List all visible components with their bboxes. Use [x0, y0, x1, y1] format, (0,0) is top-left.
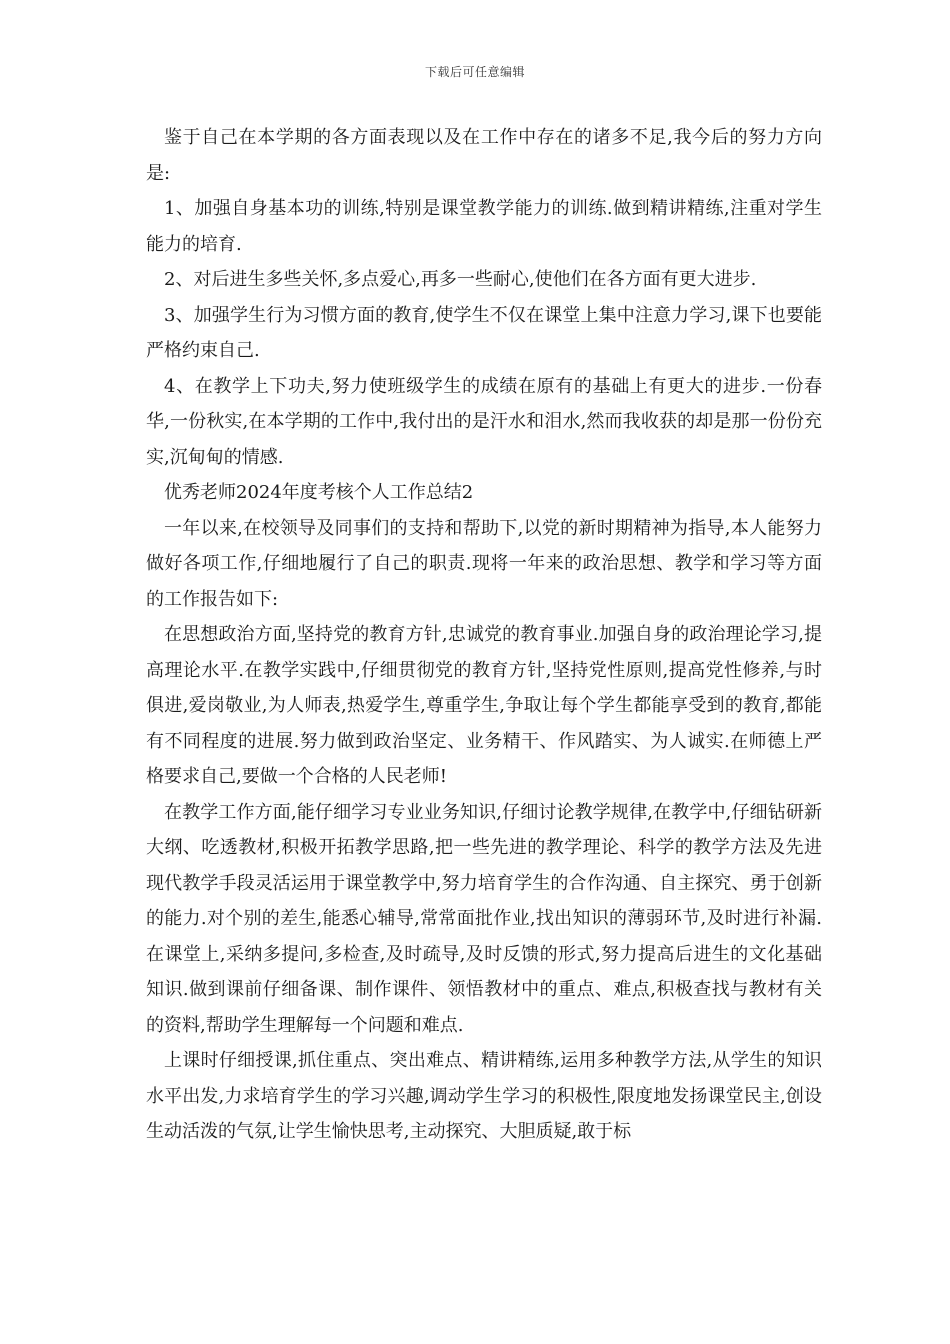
paragraph-improvement-intro: 鉴于自己在本学期的各方面表现以及在工作中存在的诸多不足,我今后的努力方向是: [146, 127, 822, 184]
section-title: 优秀老师2024年度考核个人工作总结2 [164, 482, 474, 503]
paragraph-item-2: 2、对后进生多些关怀,多点爱心,再多一些耐心,使他们在各方面有更大进步. [164, 269, 757, 290]
paragraph-item-4: 4、在教学上下功夫,努力使班级学生的成绩在原有的基础上有更大的进步.一份春华,一份秋实,在本学期的工作中,我付出的是汗水和泪水,然而我收获的却是那一份份充实,沉甸甸的情感. [146, 375, 822, 468]
paragraph-political-thought: 在思想政治方面,坚持党的教育方针,忠诚党的教育事业.加强自身的政治理论学习,提高理论水平.在教学实践中,仔细贯彻党的教育方针,坚持党性原则,提高党性修养,与时俱进,爱岗敬业,为人师表,热爱学生,尊重学生,争取让每个学生都能享受到的教育,都能有不同程度的进展.努力做到政治坚定、业务精干、作风踏实、为人诚实.在师德上严格要求自己,要做一个合格的人民老师! [146, 624, 822, 787]
page-header: 下载后可任意编辑 [424, 65, 525, 79]
paragraph-section-intro: 一年以来,在校领导及同事们的支持和帮助下,以党的新时期精神为指导,本人能努力做好各项工作,仔细地履行了自己的职责.现将一年来的政治思想、教学和学习等方面的工作报告如下: [146, 517, 822, 610]
paragraph-teaching-work: 在教学工作方面,能仔细学习专业业务知识,仔细讨论教学规律,在教学中,仔细钻研新大纲、吃透教材,积极开拓教学思路,把一些先进的教学理论、科学的教学方法及先进现代教学手段灵活运用于课堂教学中,努力培育学生的合作沟通、自主探究、勇于创新的能力.对个别的差生,能悉心辅导,常常面批作业,找出知识的薄弱环节,及时进行补漏.在课堂上,采纳多提问,多检查,及时疏导,及时反馈的形式,努力提高后进生的文化基础知识.做到课前仔细备课、制作课件、领悟教材中的重点、难点,积极查找与教材有关的资料,帮助学生理解每一个问题和难点. [146, 801, 822, 1036]
document-body [146, 120, 822, 1150]
paragraph-item-3: 3、加强学生行为习惯方面的教育,使学生不仅在课堂上集中注意力学习,课下也要能严格约束自己. [146, 304, 822, 361]
paragraph-item-1: 1、加强自身基本功的训练,特别是课堂教学能力的训练.做到精讲精练,注重对学生能力的培育. [146, 198, 822, 255]
paragraph-classroom-teaching: 上课时仔细授课,抓住重点、突出难点、精讲精练,运用多种教学方法,从学生的知识水平出发,力求培育学生的学习兴趣,调动学生学习的积极性,限度地发扬课堂民主,创设生动活泼的气氛,让学生愉快思考,主动探究、大胆质疑,敢于标 [146, 1050, 822, 1142]
